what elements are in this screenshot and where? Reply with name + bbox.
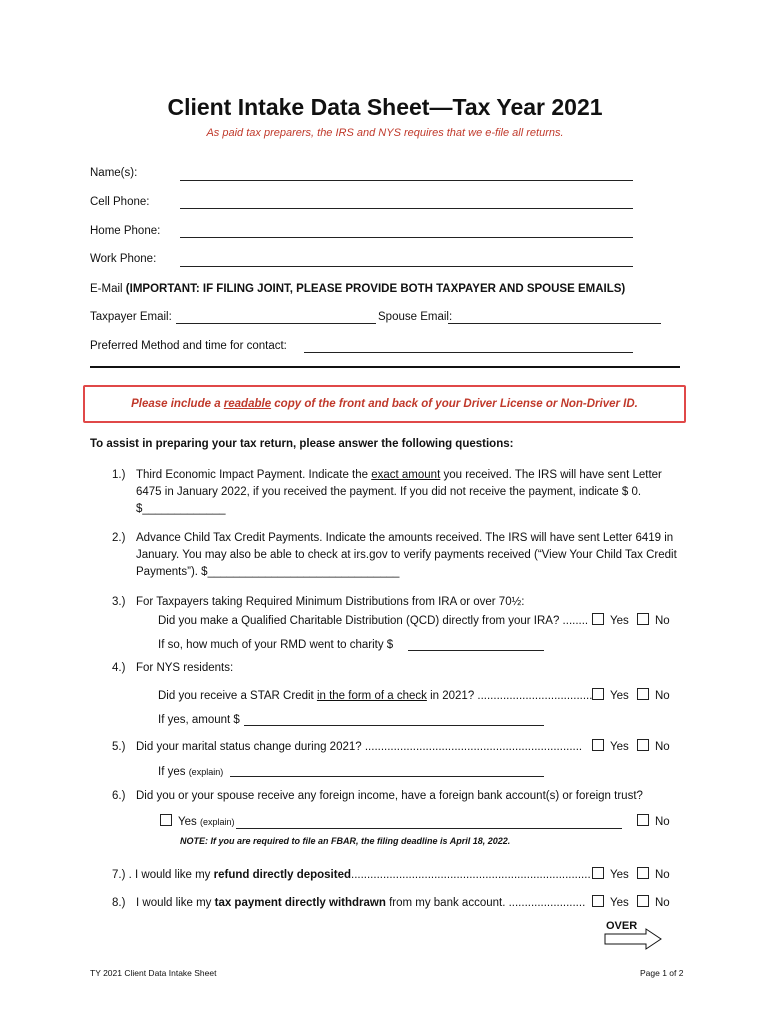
- cell-phone-field[interactable]: [180, 208, 633, 209]
- q5-number: 5.): [112, 741, 126, 753]
- q8-text: I would like my tax payment directly withdrawn from my bank account. ........................: [136, 897, 586, 909]
- checkbox-icon[interactable]: [160, 814, 172, 826]
- q8-number: 8.): [112, 897, 126, 909]
- q4-text: For NYS residents:: [136, 662, 234, 674]
- page-subtitle: As paid tax preparers, the IRS and NYS requires that we e-file all returns.: [206, 127, 564, 139]
- checkbox-icon[interactable]: [637, 867, 649, 879]
- q3-number: 3.): [112, 596, 126, 608]
- checkbox-icon[interactable]: [592, 895, 604, 907]
- q1-amount-field[interactable]: $_____________: [136, 503, 226, 515]
- spouse-email-label: Spouse Email:: [378, 311, 453, 323]
- taxpayer-email-label: Taxpayer Email:: [90, 311, 172, 323]
- section-divider: [90, 366, 680, 368]
- q2-text: Advance Child Tax Credit Payments. Indicate the amounts received. The IRS will have sent Letter 6419 in January. You may also be able to check at irs.gov to verify payments received (“View Your Child Tax Credit Payments”). $______________________________: [136, 530, 684, 581]
- questions-intro: To assist in preparing your tax return, please answer the following questions:: [90, 438, 514, 450]
- page-number: Page 1 of 2: [640, 968, 684, 978]
- q6-text: Did you or your spouse receive any foreign income, have a foreign bank account(s) or foreign trust?: [136, 790, 643, 802]
- checkbox-icon[interactable]: [592, 613, 604, 625]
- spouse-email-field[interactable]: [448, 323, 661, 324]
- q3-rmd-field[interactable]: [408, 650, 544, 651]
- taxpayer-email-field[interactable]: [176, 323, 376, 324]
- q7-no-option[interactable]: No: [637, 867, 670, 881]
- home-phone-field[interactable]: [180, 237, 633, 238]
- q2-number: 2.): [112, 532, 126, 544]
- q5-text: Did your marital status change during 2021? ....................................................................: [136, 741, 583, 753]
- q7-yes-option[interactable]: Yes: [592, 867, 629, 881]
- preferred-contact-field[interactable]: [304, 352, 633, 353]
- checkbox-icon[interactable]: [637, 814, 649, 826]
- q6-no-option[interactable]: No: [637, 814, 670, 828]
- q1-text: Third Economic Impact Payment. Indicate the exact amount you received. The IRS will have sent Letter 6475 in January 2022, if you received the payment. If you did not receive the payment, indicate $ 0. $_____________: [136, 467, 684, 518]
- q6-yes-option[interactable]: Yes (explain): [160, 814, 234, 828]
- checkbox-icon[interactable]: [637, 688, 649, 700]
- cell-phone-label: Cell Phone:: [90, 196, 150, 208]
- q5-explain-field[interactable]: [230, 776, 544, 777]
- over-label: OVER: [606, 920, 638, 932]
- q4-number: 4.): [112, 662, 126, 674]
- checkbox-icon[interactable]: [592, 867, 604, 879]
- work-phone-label: Work Phone:: [90, 253, 157, 265]
- q4-amount-field[interactable]: [244, 725, 544, 726]
- q8-no-option[interactable]: No: [637, 895, 670, 909]
- preferred-contact-label: Preferred Method and time for contact:: [90, 340, 287, 352]
- checkbox-icon[interactable]: [592, 688, 604, 700]
- footer-left: TY 2021 Client Data Intake Sheet: [90, 968, 217, 978]
- q4-yes-option[interactable]: Yes: [592, 688, 629, 702]
- q6-number: 6.): [112, 790, 126, 802]
- q3-rmd-label: If so, how much of your RMD went to charity $: [158, 639, 394, 651]
- q3-yes-option[interactable]: Yes: [592, 613, 629, 627]
- work-phone-field[interactable]: [180, 266, 633, 267]
- email-label: E-Mail: [90, 283, 123, 295]
- q3-qcd-question: Did you make a Qualified Charitable Distribution (QCD) directly from your IRA? ........: [158, 615, 589, 627]
- checkbox-icon[interactable]: [637, 895, 649, 907]
- names-field[interactable]: [180, 180, 633, 181]
- q5-yes-option[interactable]: Yes: [592, 739, 629, 753]
- q6-explain-field[interactable]: [236, 828, 622, 829]
- right-arrow-icon: [604, 928, 662, 950]
- names-label: Name(s):: [90, 167, 138, 179]
- q3-no-option[interactable]: No: [637, 613, 670, 627]
- id-notice-text: Please include a readable copy of the front and back of your Driver License or Non-Driver ID.: [131, 398, 638, 410]
- fbar-note: NOTE: If you are required to file an FBAR, the filing deadline is April 18, 2022.: [180, 836, 511, 846]
- q1-number: 1.): [112, 469, 126, 481]
- page-title: Client Intake Data Sheet—Tax Year 2021: [167, 94, 603, 120]
- checkbox-icon[interactable]: [637, 613, 649, 625]
- q7-text: 7.) . I would like my refund directly deposited...........................................................................: [112, 869, 591, 881]
- q4-amount-label: If yes, amount $: [158, 714, 240, 726]
- q2-amount-field[interactable]: Payments”). $______________________________: [136, 566, 400, 578]
- home-phone-label: Home Phone:: [90, 225, 161, 237]
- email-heading: [90, 283, 625, 295]
- q5-no-option[interactable]: No: [637, 739, 670, 753]
- q4-no-option[interactable]: No: [637, 688, 670, 702]
- q4-star-question: Did you receive a STAR Credit in the form of a check in 2021? ....................................: [158, 690, 593, 702]
- q5-explain-label: If yes (explain): [158, 766, 224, 778]
- q8-yes-option[interactable]: Yes: [592, 895, 629, 909]
- checkbox-icon[interactable]: [637, 739, 649, 751]
- email-important-note: (IMPORTANT: IF FILING JOINT, PLEASE PROVIDE BOTH TAXPAYER AND SPOUSE EMAILS): [125, 283, 626, 295]
- q3-text: For Taxpayers taking Required Minimum Distributions from IRA or over 70½:: [136, 596, 525, 608]
- checkbox-icon[interactable]: [592, 739, 604, 751]
